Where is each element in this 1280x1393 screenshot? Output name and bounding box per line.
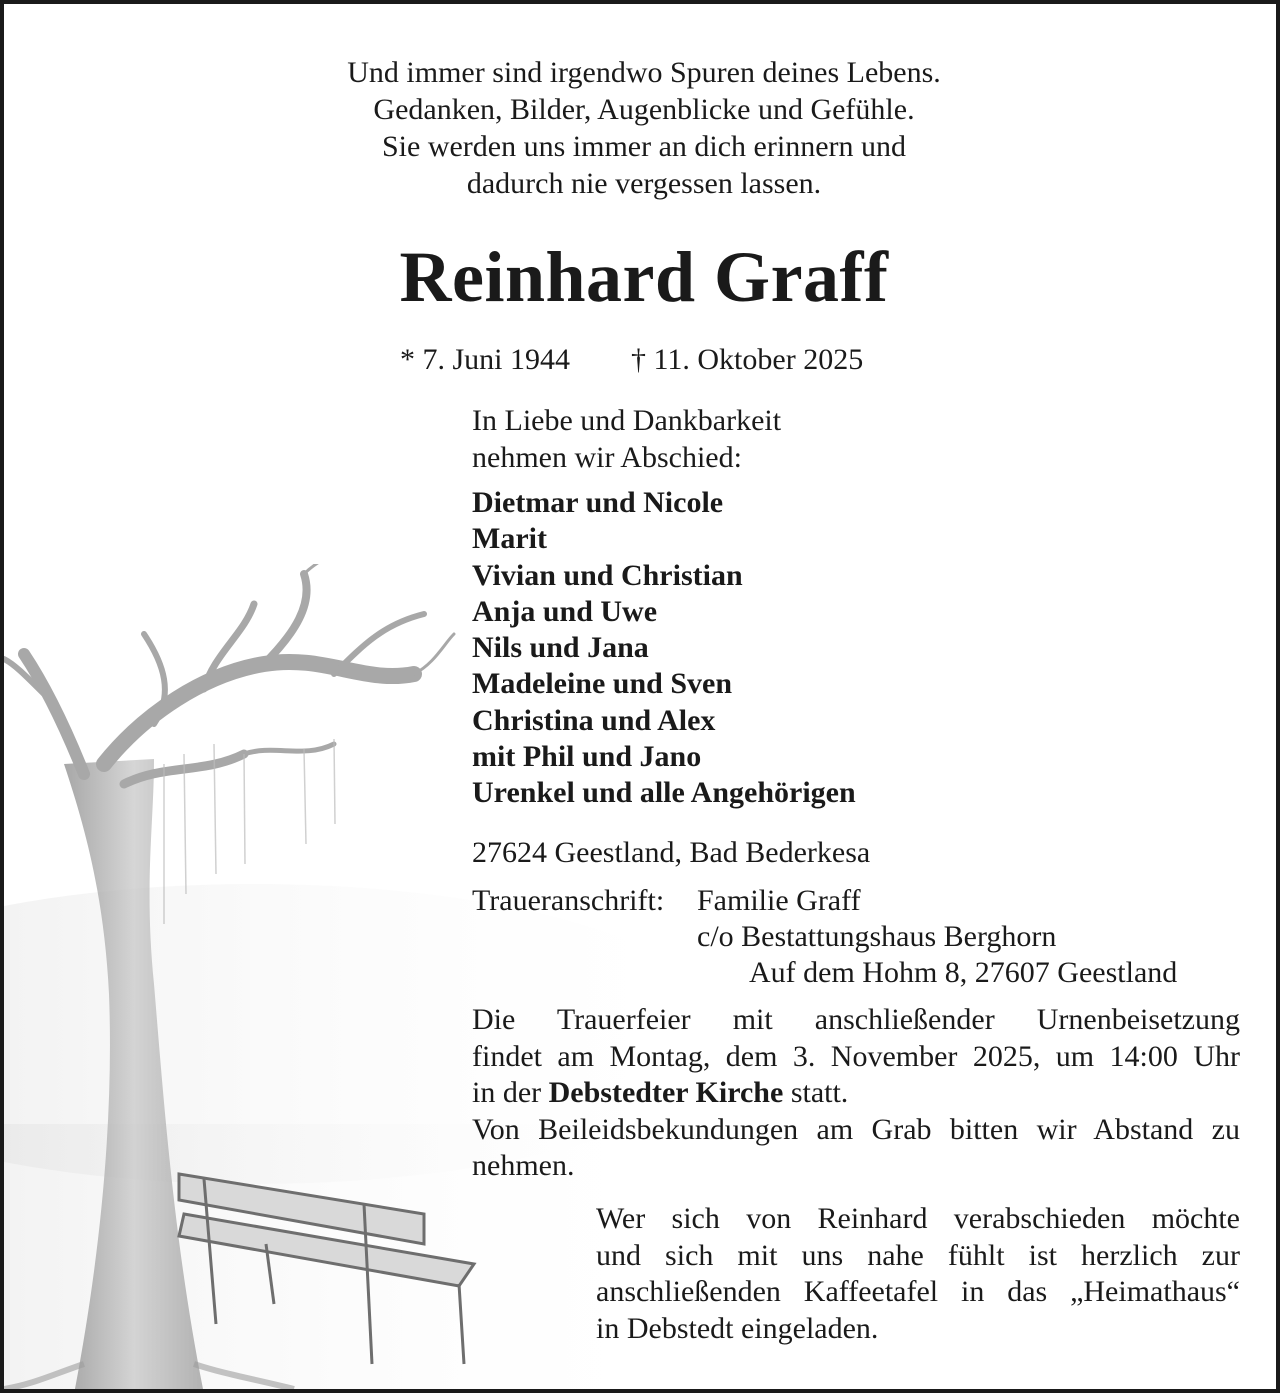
mourning-address-label: Traueranschrift: bbox=[472, 884, 665, 917]
funeral-text: in der bbox=[472, 1076, 549, 1109]
church-name: Debstedter Kirche bbox=[548, 1076, 784, 1109]
reception-line: in Debstedt eingeladen. bbox=[596, 1311, 879, 1345]
death-date: † 11. Oktober 2025 bbox=[631, 343, 864, 376]
funeral-info bbox=[472, 1002, 1240, 1185]
mourner-entry: mit Phil und Jano bbox=[472, 740, 702, 774]
intro-line: In Liebe und Dankbarkeit bbox=[472, 404, 782, 437]
mourning-address-line: Auf dem Hohm 8, 27607 Geestland bbox=[749, 956, 1178, 989]
place-line: 27624 Geestland, Bad Bederkesa bbox=[472, 836, 871, 869]
deceased-name: Reinhard Graff bbox=[399, 237, 889, 317]
mourner-entry: Madeleine und Sven bbox=[472, 667, 733, 701]
funeral-line: nehmen. bbox=[472, 1149, 575, 1182]
funeral-line: Die Trauerfeier mit anschließender Urnenbeisetzung bbox=[472, 1003, 1240, 1036]
birth-date: * 7. Juni 1944 bbox=[400, 343, 571, 376]
mourning-address-line: c/o Bestattungshaus Berghorn bbox=[697, 920, 1057, 953]
mourner-entry: Anja und Uwe bbox=[472, 594, 658, 628]
mourner-entry: Vivian und Christian bbox=[472, 558, 743, 592]
reception-line: Wer sich von Reinhard verabschieden möchte bbox=[596, 1202, 1240, 1235]
funeral-line: findet am Montag, dem 3. November 2025, um 14:00 Uhr bbox=[472, 1039, 1240, 1073]
mourner-entry: Marit bbox=[472, 522, 547, 556]
farewell-intro bbox=[472, 402, 781, 476]
mourner-entry: Dietmar und Nicole bbox=[472, 486, 724, 519]
quote-line: Gedanken, Bilder, Augenblicke und Gefühle. bbox=[373, 93, 915, 126]
mourning-address-line: Familie Graff bbox=[697, 884, 861, 917]
quote-line: Sie werden uns immer an dich erinnern und bbox=[381, 130, 907, 163]
intro-line: nehmen wir Abschied: bbox=[472, 441, 742, 474]
mourner-entry: Nils und Jana bbox=[472, 631, 649, 665]
funeral-line-church bbox=[472, 1075, 1240, 1112]
quote-line: Und immer sind irgendwo Spuren deines Lebens. bbox=[347, 56, 941, 89]
mourner-entry: Urenkel und alle Angehörigen bbox=[472, 776, 856, 810]
memorial-quote bbox=[4, 54, 1280, 202]
mourners-list bbox=[472, 485, 856, 812]
mourner-entry: Christina und Alex bbox=[472, 703, 716, 737]
reception-line: und sich mit uns nahe fühlt ist herzlich zur bbox=[596, 1238, 1240, 1272]
reception-line: anschließenden Kaffeetafel in das „Heimathaus“ bbox=[596, 1275, 1240, 1308]
funeral-line: Von Beileidsbekundungen am Grab bitten wir Abstand zu bbox=[472, 1112, 1240, 1146]
reception-invitation bbox=[596, 1201, 1240, 1347]
quote-line: dadurch nie vergessen lassen. bbox=[466, 167, 822, 200]
funeral-text: statt. bbox=[783, 1076, 849, 1109]
